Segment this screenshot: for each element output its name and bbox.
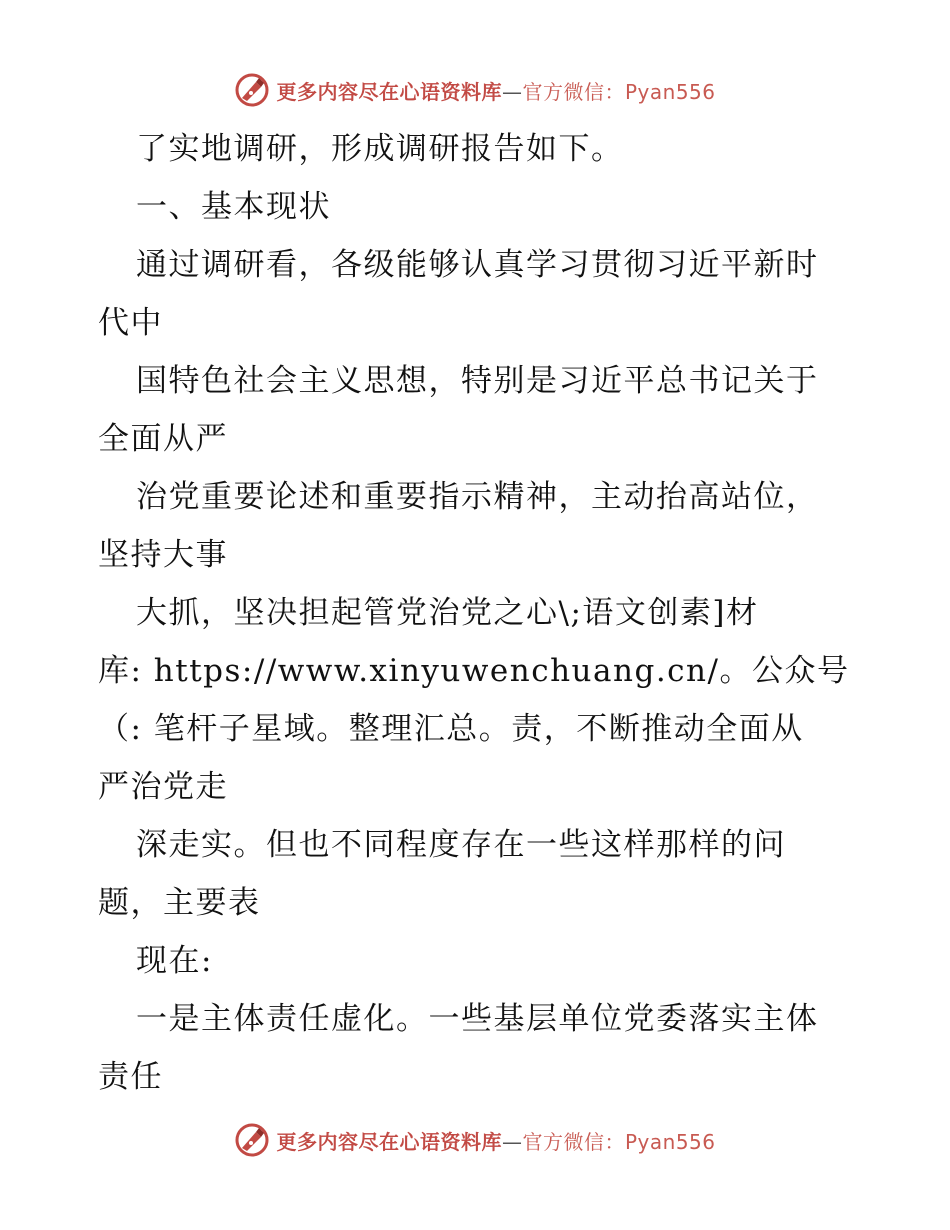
watermark-account: Pyan556	[624, 1129, 716, 1154]
body-line: 深走实。但也不同程度存在一些这样那样的问	[136, 827, 786, 863]
header-watermark-text	[276, 76, 715, 105]
watermark-dash: —	[501, 79, 523, 104]
pen-nib-logo-icon	[234, 72, 270, 108]
watermark-label: 官方微信：	[522, 79, 625, 104]
body-line: 大抓，坚决担起管党治党之心\;语文创素]材	[136, 595, 759, 631]
footer-watermark-text	[276, 1126, 715, 1155]
document-body	[98, 120, 858, 1106]
pen-nib-logo-icon	[234, 1122, 270, 1158]
watermark-main-text: 更多内容尽在心语资料库	[276, 79, 502, 104]
body-line: 全面从严	[98, 421, 228, 457]
body-line: （: 笔杆子星域。整理汇总。责，不断推动全面从	[98, 711, 804, 747]
body-line: 现在:	[136, 943, 213, 979]
body-line: 一是主体责任虚化。一些基层单位党委落实主体	[136, 1001, 819, 1037]
header-watermark-content	[234, 72, 715, 108]
body-line: 治党重要论述和重要指示精神，主动抬高站位，	[136, 479, 819, 515]
watermark-label: 官方微信：	[522, 1129, 625, 1154]
body-line: 责任	[98, 1059, 163, 1095]
watermark-account: Pyan556	[624, 79, 716, 104]
body-line: 坚持大事	[98, 537, 228, 573]
footer-watermark-content	[234, 1122, 715, 1158]
body-line: 了实地调研，形成调研报告如下。	[136, 131, 624, 167]
body-line: 代中	[98, 305, 163, 341]
body-line: 库: https://www.xinyuwenchuang.cn/。公众号	[98, 653, 850, 689]
watermark-dash: —	[501, 1129, 523, 1154]
watermark-main-text: 更多内容尽在心语资料库	[276, 1129, 502, 1154]
header-watermark-banner	[0, 68, 950, 112]
footer-watermark-banner	[0, 1118, 950, 1162]
body-line: 国特色社会主义思想，特别是习近平总书记关于	[136, 363, 819, 399]
body-line: 严治党走	[98, 769, 228, 805]
body-line: 题，主要表	[98, 885, 261, 921]
section-heading: 一、基本现状	[136, 189, 331, 225]
body-line: 通过调研看，各级能够认真学习贯彻习近平新时	[136, 247, 819, 283]
